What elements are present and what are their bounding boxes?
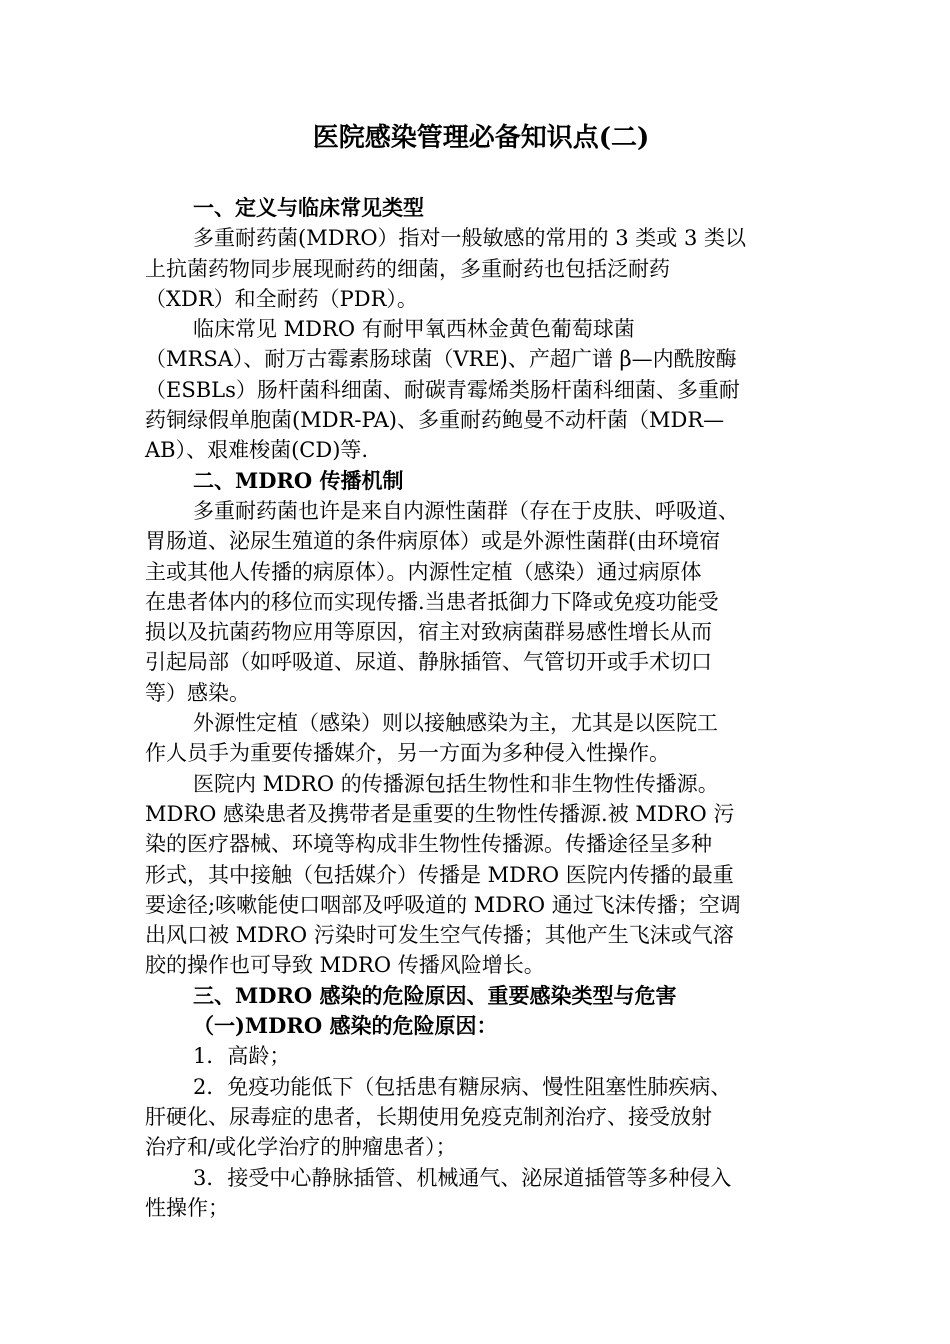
paragraph-line: 肝硬化、尿毒症的患者，长期使用免疫克制剂治疗、接受放射 [145, 1104, 712, 1129]
paragraph-line: 治疗和/或化学治疗的肿瘤患者）； [145, 1135, 457, 1160]
paragraph-line: 染的医疗器械、环境等构成非生物性传播源。传播途径呈多种 [145, 832, 712, 857]
paragraph-line: 损以及抗菌药物应用等原因，宿主对致病菌群易感性增长从而 [145, 620, 712, 645]
paragraph-line: 性操作； [145, 1195, 229, 1220]
paragraph-line: 形式，其中接触（包括媒介）传播是 MDRO 医院内传播的最重 [145, 862, 734, 887]
paragraph-line: （ESBLs）肠杆菌科细菌、耐碳青霉烯类肠杆菌科细菌、多重耐 [145, 377, 740, 402]
paragraph-line: 多重耐药菌也许是来自内源性菌群（存在于皮肤、呼吸道、 [193, 498, 739, 523]
paragraph-line: 在患者体内的移位而实现传播.当患者抵御力下降或免疫功能受 [145, 589, 719, 614]
document-body [145, 193, 813, 1223]
paragraph-line: MDRO 感染患者及携带者是重要的生物性传播源.被 MDRO 污 [145, 801, 735, 826]
paragraph-line: 引起局部（如呼吸道、尿道、静脉插管、气管切开或手术切口 [145, 650, 712, 675]
paragraph-line: 3．接受中心静脉插管、机械通气、泌尿道插管等多种侵入 [193, 1165, 732, 1190]
paragraph-line: 等）感染。 [145, 680, 250, 705]
document-title: 医院感染管理必备知识点(二) [312, 123, 650, 153]
paragraph-line: 要途径;咳嗽能使口咽部及呼吸道的 MDRO 通过飞沫传播；空调 [145, 892, 741, 917]
paragraph-line: 上抗菌药物同步展现耐药的细菌，多重耐药也包括泛耐药 [145, 256, 670, 281]
paragraph-line: AB）、艰难梭菌(CD)等. [145, 438, 369, 463]
paragraph-line: 医院内 MDRO 的传播源包括生物性和非生物性传播源。 [193, 771, 719, 796]
paragraph-line: 作人员手为重要传播媒介，另一方面为多种侵入性操作。 [145, 741, 670, 766]
paragraph-line: 药铜绿假单胞菌(MDR-PA)、多重耐药鲍曼不动杆菌（MDR— [145, 408, 725, 433]
paragraph-line: 临床常见 MDRO 有耐甲氧西林金黄色葡萄球菌 [193, 317, 635, 342]
section-heading-line: 二、MDRO 传播机制 [193, 467, 404, 493]
section-heading-line: 三、MDRO 感染的危险原因、重要感染类型与危害 [193, 982, 677, 1008]
paragraph-line: 出风口被 MDRO 污染时可发生空气传播；其他产生飞沫或气溶 [145, 923, 734, 948]
paragraph-line: （MRSA）、耐万古霉素肠球菌（VRE)、产超广谱 β—内酰胺酶 [145, 347, 737, 372]
paragraph-line: 2．免疫功能低下（包括患有糖尿病、慢性阻塞性肺疾病、 [193, 1074, 732, 1099]
paragraph-line: 主或其他人传播的病原体）。内源性定植（感染）通过病原体 [145, 559, 702, 584]
document-page [145, 118, 813, 1223]
paragraph-line: 胶的操作也可导致 MDRO 传播风险增长。 [145, 953, 545, 978]
paragraph-line: 外源性定植（感染）则以接触感染为主，尤其是以医院工 [193, 711, 718, 736]
paragraph-line: （XDR）和全耐药（PDR）。 [145, 286, 418, 311]
section-heading-line: 一、定义与临床常见类型 [193, 195, 424, 220]
paragraph-line: 胃肠道、泌尿生殖道的条件病原体）或是外源性菌群(由环境宿 [145, 529, 721, 554]
paragraph-line: 多重耐药菌(MDRO）指对一般敏感的常用的 3 类或 3 类以 [193, 226, 746, 251]
paragraph-line: 1．高龄； [193, 1044, 291, 1069]
section-heading-line: （一)MDRO 感染的危险原因： [193, 1013, 498, 1039]
